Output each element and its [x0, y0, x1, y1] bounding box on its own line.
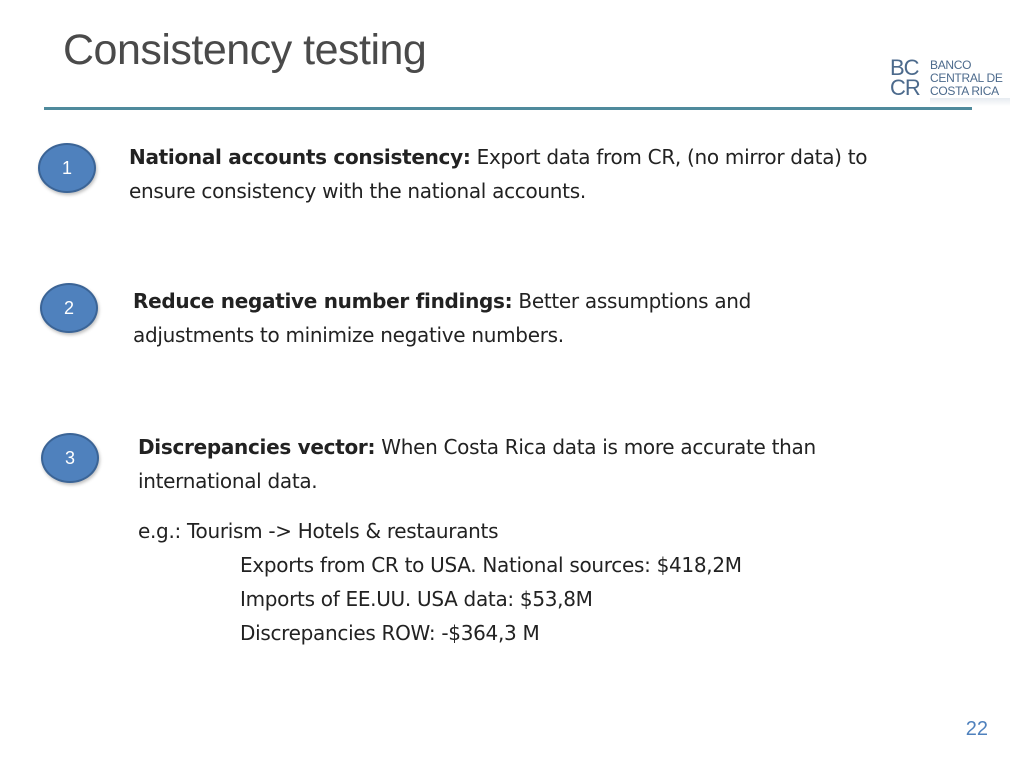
logo-line-1: BANCO — [930, 58, 972, 72]
item-2-body: Better assumptions and adjustments to minimize negative numbers. — [133, 289, 752, 347]
logo-mark-top: BC — [890, 55, 919, 80]
number-badge-3: 3 — [41, 433, 99, 483]
number-badge-1: 1 — [38, 143, 96, 193]
logo-line-3: COSTA RICA — [930, 84, 999, 98]
example-intro: e.g.: Tourism -> Hotels & restaurants — [138, 519, 499, 543]
logo-mark-bottom: CR — [890, 75, 920, 100]
example-block — [138, 514, 742, 650]
item-1-heading: National accounts consistency: — [129, 145, 471, 169]
item-1-text — [129, 140, 889, 208]
item-2-heading: Reduce negative number findings: — [133, 289, 513, 313]
item-1-body: Export data from CR, (no mirror data) to ensure consistency with the national accounts. — [129, 145, 868, 203]
example-line-1: Exports from CR to USA. National sources: $418,2M — [240, 553, 742, 577]
slide-title: Consistency testing — [63, 26, 427, 74]
item-3-text — [138, 430, 878, 498]
example-line-2: Imports of EE.UU. USA data: $53,8M — [240, 587, 593, 611]
item-3-body: When Costa Rica data is more accurate than international data. — [138, 435, 816, 493]
page-number: 22 — [965, 718, 988, 740]
example-line-3: Discrepancies ROW: -$364,3 M — [240, 621, 540, 645]
number-badge-2: 2 — [40, 283, 98, 333]
logo-line-2: CENTRAL DE — [930, 71, 1003, 85]
item-2-text — [133, 284, 853, 352]
item-3-heading: Discrepancies vector: — [138, 435, 376, 459]
logo-wordmark — [930, 59, 1003, 98]
logo-monogram — [890, 55, 930, 100]
title-divider — [44, 107, 972, 110]
logo-reflection — [930, 98, 1010, 106]
